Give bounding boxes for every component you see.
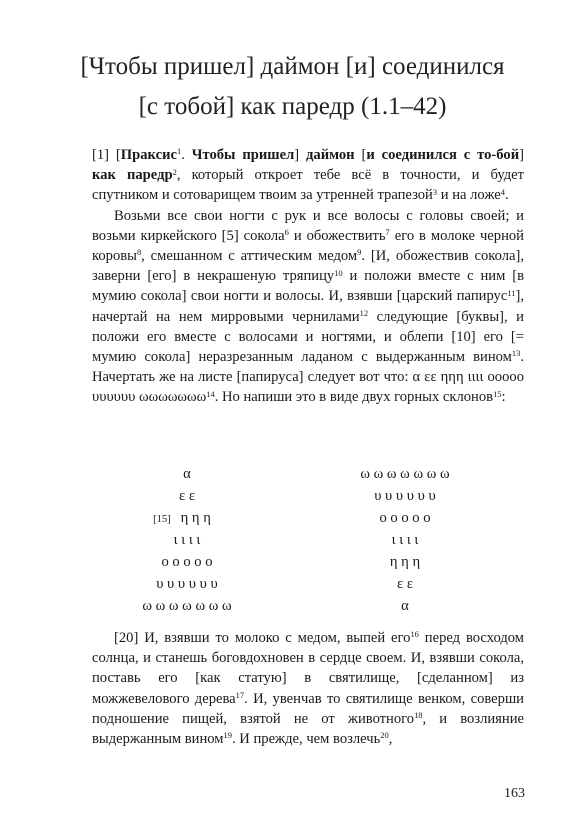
footnote-ref: 3 — [432, 186, 438, 197]
paragraph-3: [20] И, взявши то молоко с медом, выпей его$^{16}$ перед восходом солнца, и станешь боговдохновен в сердце своем. И, взявши сокола, поставь его [как статую] в святилище, [сделанном] из можжевелового дерева$^{17}$. И, увенчав то святилище венком, соверши подношение пищей, взятой не от животного$^{18}$, и возлияние выдержанным вином$^{19}$. И прежде, чем возлечь$^{20}$, — [92, 629, 525, 748]
footnote-ref: 18 — [414, 710, 423, 721]
triangle-row: η η η — [389, 554, 421, 570]
heading-phrase-4: как паредр — [92, 167, 173, 184]
chapter-title-line-2: [с тобой] как паредр (1.1–42) — [138, 93, 447, 120]
text-block-continuation — [92, 628, 524, 749]
triangle-row: ω ω ω ω ω ω ω — [142, 598, 232, 614]
footnote-ref: 10 — [334, 267, 343, 278]
footnote-ref: 15 — [493, 388, 502, 399]
triangle-row: υ υ υ υ υ υ — [374, 488, 436, 504]
triangle-row-marked: [15] η η η — [153, 510, 211, 526]
paragraph-1: [1] [Праксис$^1$. Чтобы пришел] даймон [и соединился с то-бой] как паредр$^2$, который откроет тебе всё в точности, и будет спутником и сотоварищем твоим за утренней трапезой$^3$ и на ложе$^4$. — [92, 146, 524, 204]
triangle-row: α — [183, 466, 191, 482]
footnote-ref: 2 — [172, 166, 177, 177]
vowel-triangle-right — [330, 463, 480, 617]
paragraph-2: Возьми все свои ногти с рук и все волосы с головы своей; и возьми киркейского [5] сокола$^6$ и обожествить$^7$ его в молоке черной коровы$^8$, смешанном с аттическим медом$^9$. [И, обожествив сокола], заверни [его] в некрашеную тряпицу$^{10}$ и положи вместе с ним [в мумию сокола] свои ногти и волосы. И, взявши [царский папирус$^{11}$], начертай на нем мирровыми чернилами$^{12}$ следующие [буквы], и положи его вместе с волосами и ногтями, и облепи [10] его [= мумию сокола] неразрезанным ладаном с выдержанным вином$^{13}$. Начертать же на листе [папируса] следует вот что: α εε ηηη ιιιι οοοοο υυυυυυ ωωωωωωω$^{14}$. Но напиши это в виде двух горных склонов$^{15}$: — [92, 207, 524, 406]
heading-phrase-2: даймон — [306, 147, 355, 163]
triangle-row: ω ω ω ω ω ω ω — [360, 466, 450, 482]
triangle-row: ι ι ι ι — [173, 532, 201, 548]
page-number: 163 — [504, 786, 525, 801]
chapter-title-line-1: [Чтобы пришел] даймон [и] соединился — [80, 53, 505, 80]
triangle-row: ο ο ο ο ο — [379, 510, 431, 526]
footnote-ref: 6 — [284, 227, 289, 238]
footnote-ref: 11 — [507, 287, 516, 298]
footnote-ref: 8 — [136, 247, 142, 258]
triangle-row: ε ε — [397, 576, 413, 592]
footnote-ref: 12 — [359, 307, 369, 318]
triangle-row: ο ο ο ο ο — [161, 554, 213, 570]
footnote-ref: 14 — [206, 388, 215, 399]
triangle-row: ι ι ι ι — [391, 532, 419, 548]
footnote-ref: 13 — [511, 348, 521, 359]
footnote-ref: 19 — [223, 730, 232, 741]
line-number-marker: [15] — [153, 514, 171, 525]
footnote-ref: 7 — [385, 227, 390, 238]
triangle-row: υ υ υ υ υ υ — [156, 576, 218, 592]
footnote-ref: 1 — [176, 146, 182, 157]
heading-phrase-3: и соединился с то-бой — [366, 147, 520, 163]
vowel-triangle-left — [112, 463, 262, 617]
footnote-ref: 4 — [500, 186, 505, 197]
footnote-ref: 9 — [357, 247, 362, 258]
text-block-main — [92, 145, 524, 408]
footnote-ref: 16 — [410, 629, 419, 640]
heading-phrase-1: Чтобы пришел — [191, 147, 295, 163]
heading-praxis: Праксис — [120, 147, 177, 163]
footnote-ref: 17 — [235, 689, 245, 700]
triangle-row: ε ε — [179, 488, 195, 504]
footnote-ref: 20 — [380, 730, 389, 741]
triangle-row: α — [401, 598, 409, 614]
